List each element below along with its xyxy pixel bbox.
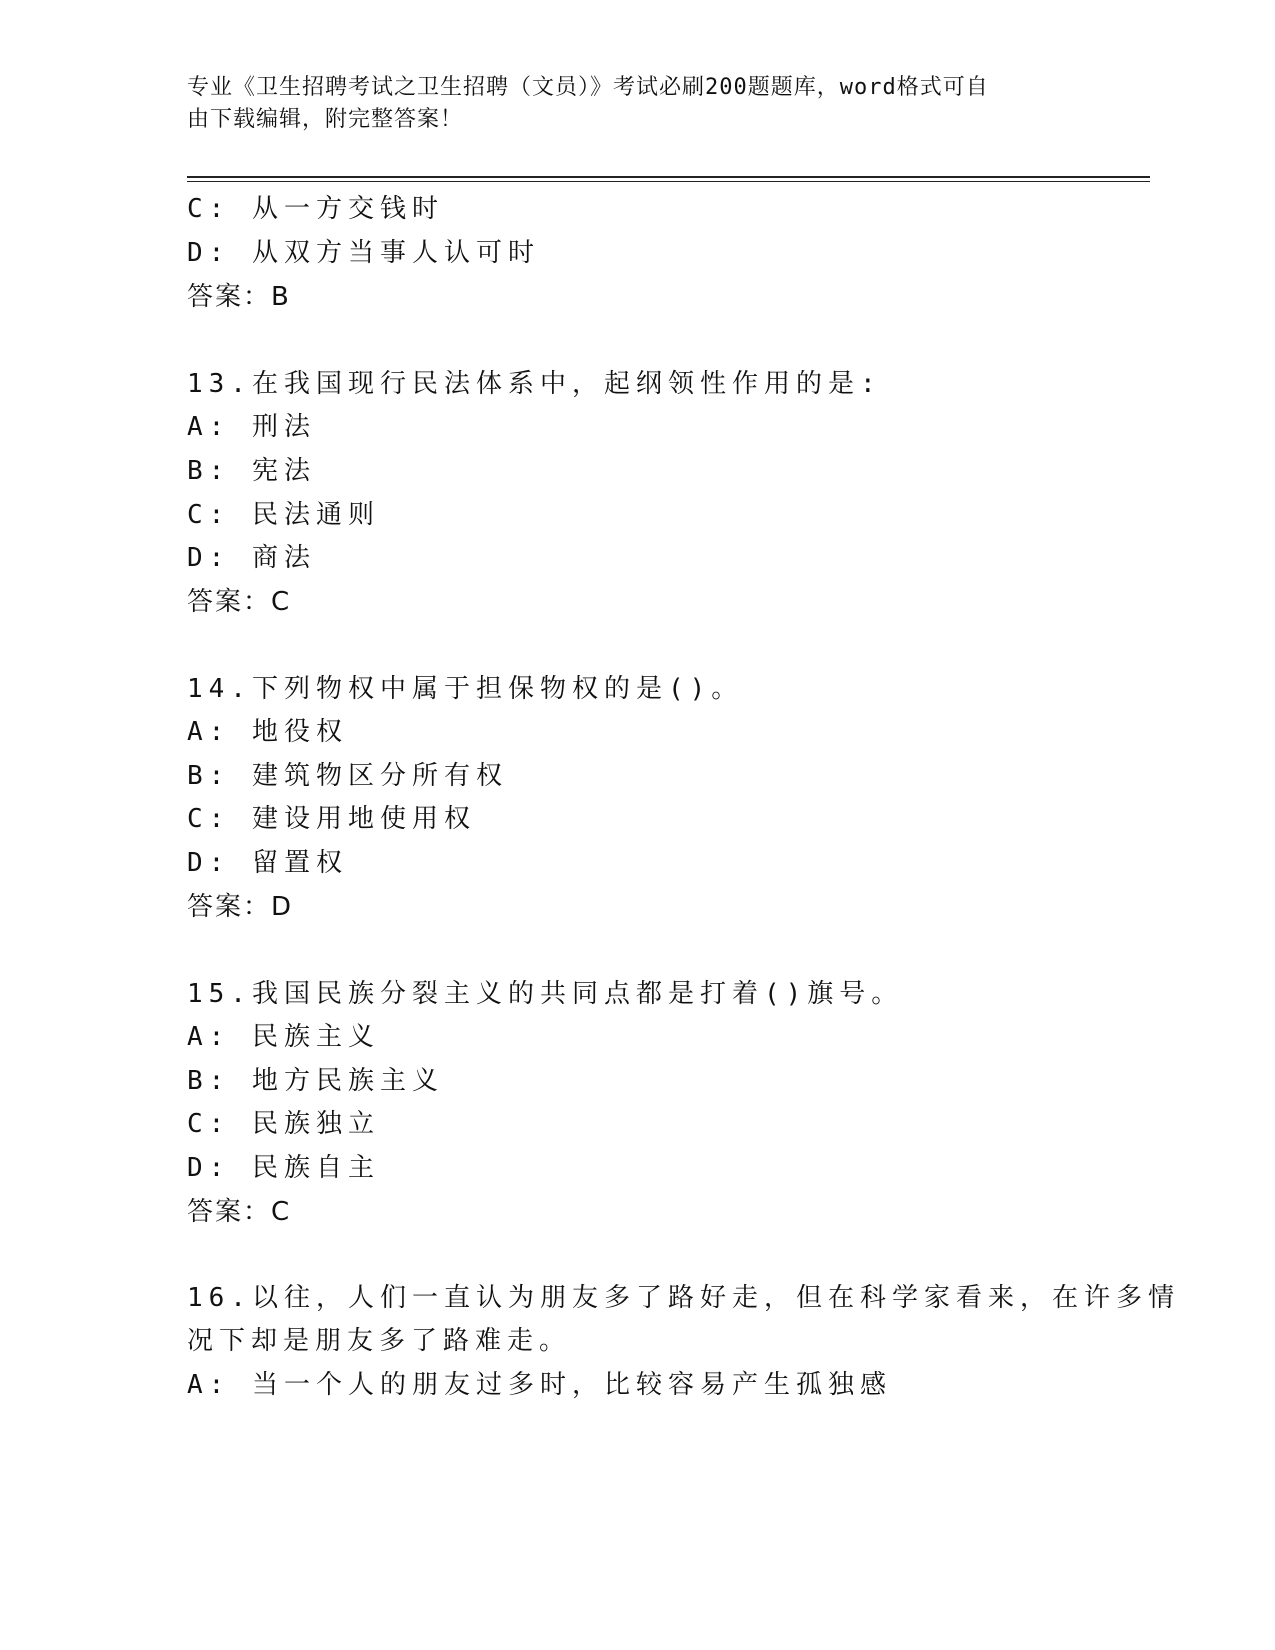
option-b: B: 宪法 [187,456,316,486]
option-c: C: 建设用地使用权 [187,804,476,834]
option-b: B: 建筑物区分所有权 [187,761,508,791]
answer-line: 答案：C [187,1197,292,1227]
option-a: A: 民族主义 [187,1022,380,1052]
question-stem-continuation: 况下却是朋友多了路难走。 [187,1326,572,1356]
option-a: A: 当一个人的朋友过多时，比较容易产生孤独感 [187,1370,892,1400]
option-c: C: 从一方交钱时 [187,194,444,224]
option-d: D: 从双方当事人认可时 [187,238,540,268]
option-c: C: 民族独立 [187,1109,380,1139]
option-b: B: 地方民族主义 [187,1066,444,1096]
option-d: D: 留置权 [187,848,348,878]
question-stem: 13.在我国现行民法体系中，起纲领性作用的是: [187,369,882,399]
question-stem: 14.下列物权中属于担保物权的是()。 [187,674,744,704]
question-stem: 15.我国民族分裂主义的共同点都是打着()旗号。 [187,979,904,1009]
answer-line: 答案：D [187,892,294,922]
answer-line: 答案：B [187,282,291,312]
option-c: C: 民法通则 [187,500,380,530]
header-title-line-1: 专业《卫生招聘考试之卫生招聘（文员）》考试必刷200题题库，word格式可自 [187,75,989,100]
document-header [187,72,1087,136]
option-d: D: 商法 [187,543,316,573]
answer-line: 答案：C [187,587,292,617]
header-divider-thick [187,176,1150,178]
header-divider-thin [187,181,1150,182]
header-title-line-2: 由下载编辑，附完整答案！ [187,107,464,132]
option-a: A: 刑法 [187,412,316,442]
question-stem: 16.以往，人们一直认为朋友多了路好走，但在科学家看来，在许多情 [187,1283,1180,1313]
option-a: A: 地役权 [187,717,348,747]
option-d: D: 民族自主 [187,1153,380,1183]
